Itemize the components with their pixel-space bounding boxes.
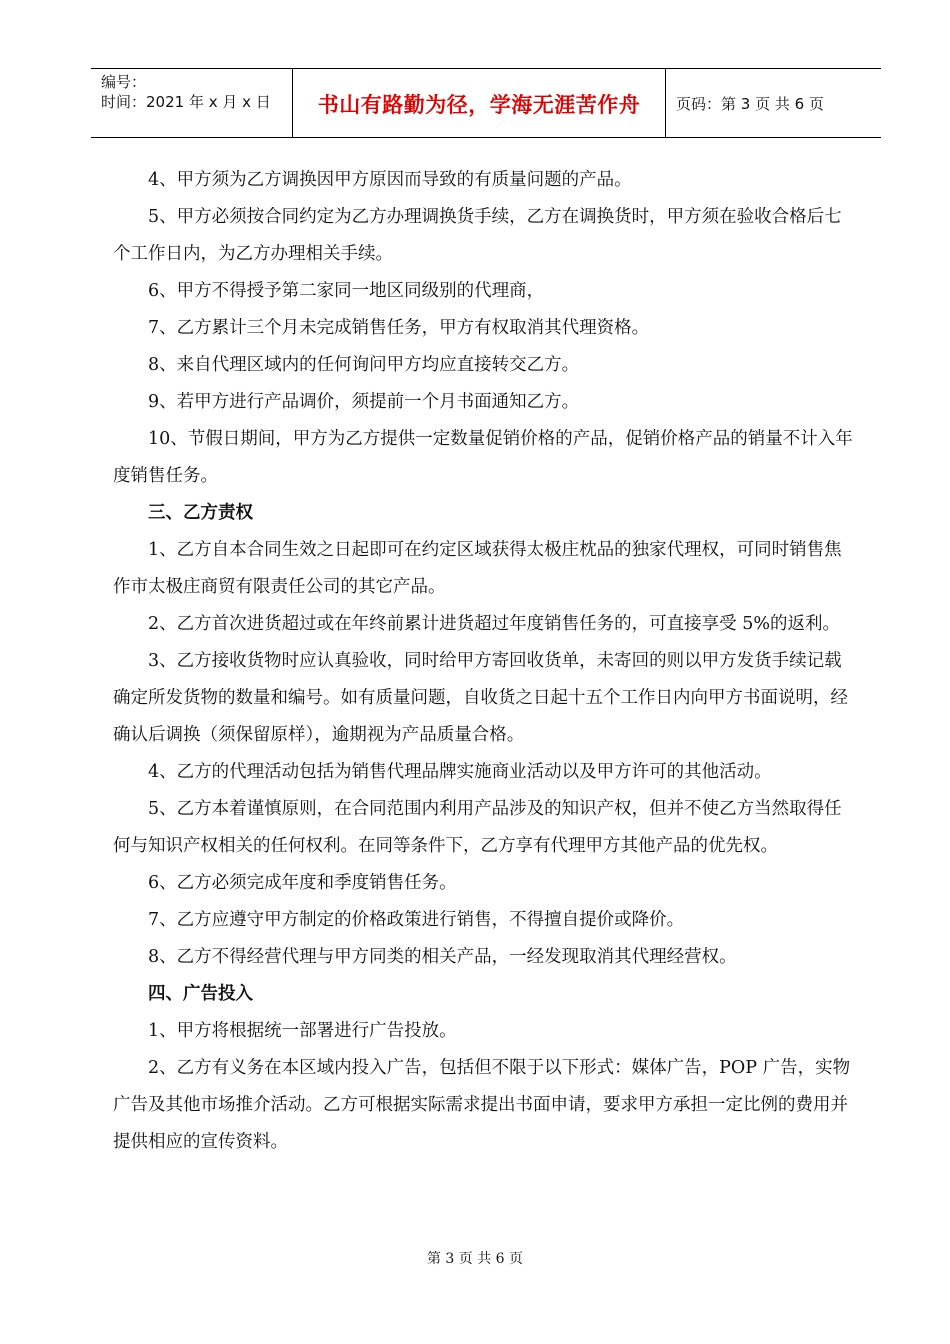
paragraph: 7、乙方应遵守甲方制定的价格政策进行销售，不得擅自提价或降价。 xyxy=(148,910,685,930)
paragraph: 1、甲方将根据统一部署进行广告投放。 xyxy=(148,1021,457,1041)
paragraph: 9、若甲方进行产品调价，须提前一个月书面通知乙方。 xyxy=(148,392,580,412)
paragraph: 8、乙方不得经营代理与甲方同类的相关产品，一经发现取消其代理经营权。 xyxy=(148,947,737,967)
page-header xyxy=(91,68,881,138)
header-page-number: 页码：第 3 页 共 6 页 xyxy=(676,95,824,113)
document-body xyxy=(113,162,853,1161)
header-motto-cell xyxy=(293,69,666,137)
paragraph: 6、乙方必须完成年度和季度销售任务。 xyxy=(148,873,457,893)
paragraph: 2、乙方有义务在本区域内投入广告，包括但不限于以下形式：媒体广告，POP 广告，实物广告及其他市场推介活动。乙方可根据实际需求提出书面申请，要求甲方承担一定比例的费用并提供相应的宣传资料。 xyxy=(113,1058,851,1152)
paragraph: 8、来自代理区域内的任何询问甲方均应直接转交乙方。 xyxy=(148,355,580,375)
section-heading: 四、广告投入 xyxy=(148,984,253,1004)
paragraph: 5、乙方本着谨慎原则，在合同范围内利用产品涉及的知识产权，但并不使乙方当然取得任何与知识产权相关的任何权利。在同等条件下，乙方享有代理甲方其他产品的优先权。 xyxy=(113,799,842,856)
header-meta-cell xyxy=(91,69,293,137)
header-motto: 书山有路勤为径，学海无涯苦作舟 xyxy=(317,93,641,117)
document-number-label: 编号： xyxy=(101,73,147,91)
paragraph: 1、乙方自本合同生效之日起即可在约定区域获得太极庄枕品的独家代理权，可同时销售焦作市太极庄商贸有限责任公司的其它产品。 xyxy=(113,540,842,597)
paragraph: 10、节假日期间，甲方为乙方提供一定数量促销价格的产品，促销价格产品的销量不计入年度销售任务。 xyxy=(113,429,853,486)
paragraph: 7、乙方累计三个月未完成销售任务，甲方有权取消其代理资格。 xyxy=(148,318,650,338)
paragraph: 3、乙方接收货物时应认真验收，同时给甲方寄回收货单，未寄回的则以甲方发货手续记载确定所发货物的数量和编号。如有质量问题，自收货之日起十五个工作日内向甲方书面说明，经确认后调换（须保留原样），逾期视为产品质量合格。 xyxy=(113,651,848,745)
paragraph: 6、甲方不得授予第二家同一地区同级别的代理商， xyxy=(148,281,545,301)
paragraph: 4、乙方的代理活动包括为销售代理品牌实施商业活动以及甲方许可的其他活动。 xyxy=(148,762,772,782)
header-page-cell xyxy=(666,69,881,137)
page-footer: 第 3 页 共 6 页 xyxy=(426,1251,524,1267)
section-heading: 三、乙方责权 xyxy=(148,503,253,523)
paragraph: 5、甲方必须按合同约定为乙方办理调换货手续，乙方在调换货时，甲方须在验收合格后七个工作日内，为乙方办理相关手续。 xyxy=(113,207,842,264)
paragraph: 2、乙方首次进货超过或在年终前累计进货超过年度销售任务的，可直接享受 5%的返利。 xyxy=(148,614,840,634)
paragraph: 4、甲方须为乙方调换因甲方原因而导致的有质量问题的产品。 xyxy=(148,170,632,190)
document-time-label: 时间：2021 年 x 月 x 日 xyxy=(101,93,271,111)
